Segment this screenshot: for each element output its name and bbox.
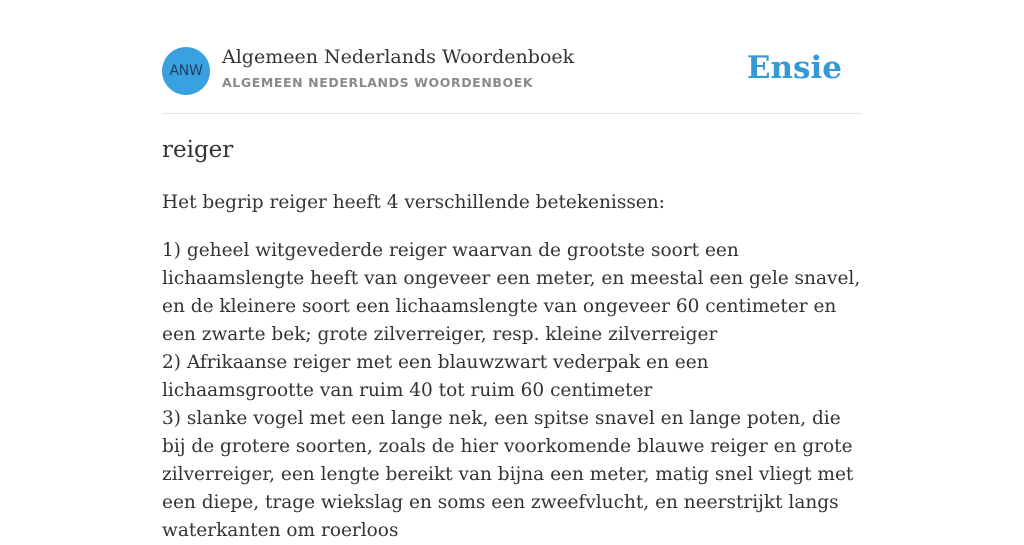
definition-item: 3) slanke vogel met een lange nek, een spitse snavel en lange poten, die bij de grotere soorten, zoals de hier voorkomende blauwe reiger en grote zilverreiger, een lengte bereikt van bijna een meter, matig snel vliegt met een diepe, trage wiekslag en soms een zweefvlucht, en neerstrijkt langs waterkanten om roerloos	[162, 408, 854, 541]
source-header	[162, 0, 862, 114]
entry-intro: Het begrip reiger heeft 4 verschillende betekenissen:	[162, 192, 665, 213]
definition-item: 2) Afrikaanse reiger met een blauwzwart vederpak en een lichaamsgrootte van ruim 40 tot ruim 60 centimeter	[162, 352, 709, 401]
entry-term: reiger	[162, 137, 234, 163]
definition-item: 1) geheel witgevederde reiger waarvan de grootste soort een lichaamslengte heeft van ongeveer een meter, en meestal een gele snavel, en de kleinere soort een lichaamslengte van ongeveer 60 centimeter en een zwarte bek; grote zilverreiger, resp. kleine zilverreiger	[162, 240, 861, 345]
source-title[interactable]: Algemeen Nederlands Woordenboek	[222, 46, 575, 68]
page-container	[162, 0, 862, 541]
ensie-logo[interactable]: Ensie	[746, 50, 842, 86]
source-logo[interactable]	[162, 47, 210, 95]
source-subtitle: ALGEMEEN NEDERLANDS WOORDENBOEK	[222, 75, 534, 90]
definitions-list	[162, 237, 862, 545]
logo-text: ANW	[169, 63, 203, 79]
